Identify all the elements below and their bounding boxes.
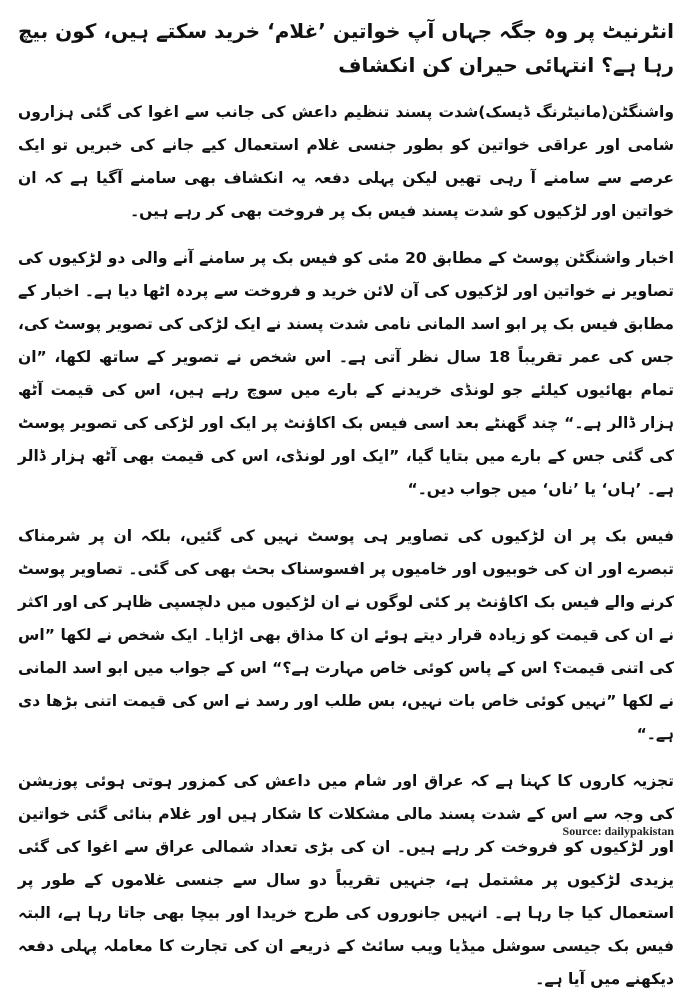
source-credit: Source: dailypakistan: [562, 824, 674, 838]
article-paragraph-4: تجزیہ کاروں کا کہنا ہے کہ عراق اور شام میں داعش کی کمزور ہوتی ہوئی پوزیشن کی وجہ سے اس کے شدت پسند مالی مشکلات کا شکار ہیں اور غلام بنائی گئی خواتین اور لڑکیوں کو فروخت کر رہے ہیں۔ ان کی بڑی تعداد شمالی عراق سے اغوا کی گئی یزیدی لڑکیوں پر مشتمل ہے، جنہیں تقریباً دو سال سے جنسی غلاموں کے طور پر استعمال کیا جا رہا ہے۔ انہیں جانوروں کی طرح خریدا اور بیچا بھی جاتا رہا ہے، البتہ فیس بک جیسی سوشل میڈیا ویب سائٹ کے ذریعے ان کی تجارت کا معاملہ پہلی دفعہ دیکھنے میں آیا ہے۔: [18, 772, 674, 988]
article-paragraph-2: اخبار واشنگٹن پوسٹ کے مطابق 20 مئی کو فیس بک پر سامنے آنے والی دو لڑکیوں کی تصاویر نے خواتین اور لڑکیوں کی آن لائن خرید و فروخت سے پردہ اٹھا دیا ہے۔ اخبار کے مطابق فیس بک پر ابو اسد المانی نامی شدت پسند نے ایک لڑکی کی تصویر پوسٹ کی، جس کی عمر تقریباً 18 سال نظر آتی ہے۔ اس شخص نے تصویر کے ساتھ لکھا، ”ان تمام بھائیوں کیلئے جو لونڈی خریدنے کے بارے میں سوچ رہے ہیں، اس کی قیمت آٹھ ہزار ڈالر ہے۔“ چند گھنٹے بعد اسی فیس بک اکاﺅنٹ پر ایک اور لڑکی کی تصویر پوسٹ کی گئی جس کے بارے میں بتایا گیا، ”ایک اور لونڈی، اس کی قیمت بھی آٹھ ہزار ڈالر ہے۔ ’ہاں‘ یا ’ناں‘ میں جواب دیں۔“: [18, 249, 674, 498]
article-paragraph-1: واشنگٹن(مانیٹرنگ ڈیسک)شدت پسند تنظیم داعش کی جانب سے اغوا کی گئی ہزاروں شامی اور عراقی خواتین کو بطور جنسی غلام استعمال کیے جانے کی خبریں تو ایک عرصے سے سامنے آ رہی تھیں لیکن پہلی دفعہ یہ انکشاف بھی سامنے آگیا ہے کہ ان خواتین اور لڑکیوں کو شدت پسند فیس بک پر فروخت بھی کر رہے ہیں۔: [18, 103, 674, 220]
article-headline: انٹرنیٹ پر وہ جگہ جہاں آپ خواتین ’غلام‘ خرید سکتے ہیں، کون بیچ رہا ہے؟ انتہائی حیران کن انکشاف: [18, 19, 674, 77]
article-paragraph-3: فیس بک پر ان لڑکیوں کی تصاویر ہی پوسٹ نہیں کی گئیں، بلکہ ان پر شرمناک تبصرے اور ان کی خوبیوں اور خامیوں پر افسوسناک بحث بھی کی گئی۔ تصاویر پوسٹ کرنے والے فیس بک اکاﺅنٹ پر کئی لوگوں نے ان لڑکیوں میں دلچسپی ظاہر کی اور اکثر نے ان کی قیمت کو زیادہ قرار دیتے ہوئے ان کا مذاق بھی اڑایا۔ ایک شخص نے لکھا ”اس کی اتنی قیمت؟ اس کے پاس کوئی خاص مہارت ہے؟“ اس کے جواب میں ابو اسد المانی نے لکھا ”نہیں کوئی خاص بات نہیں، بس طلب اور رسد نے اس کی قیمت اتنی بڑھا دی ہے۔“: [18, 527, 674, 743]
